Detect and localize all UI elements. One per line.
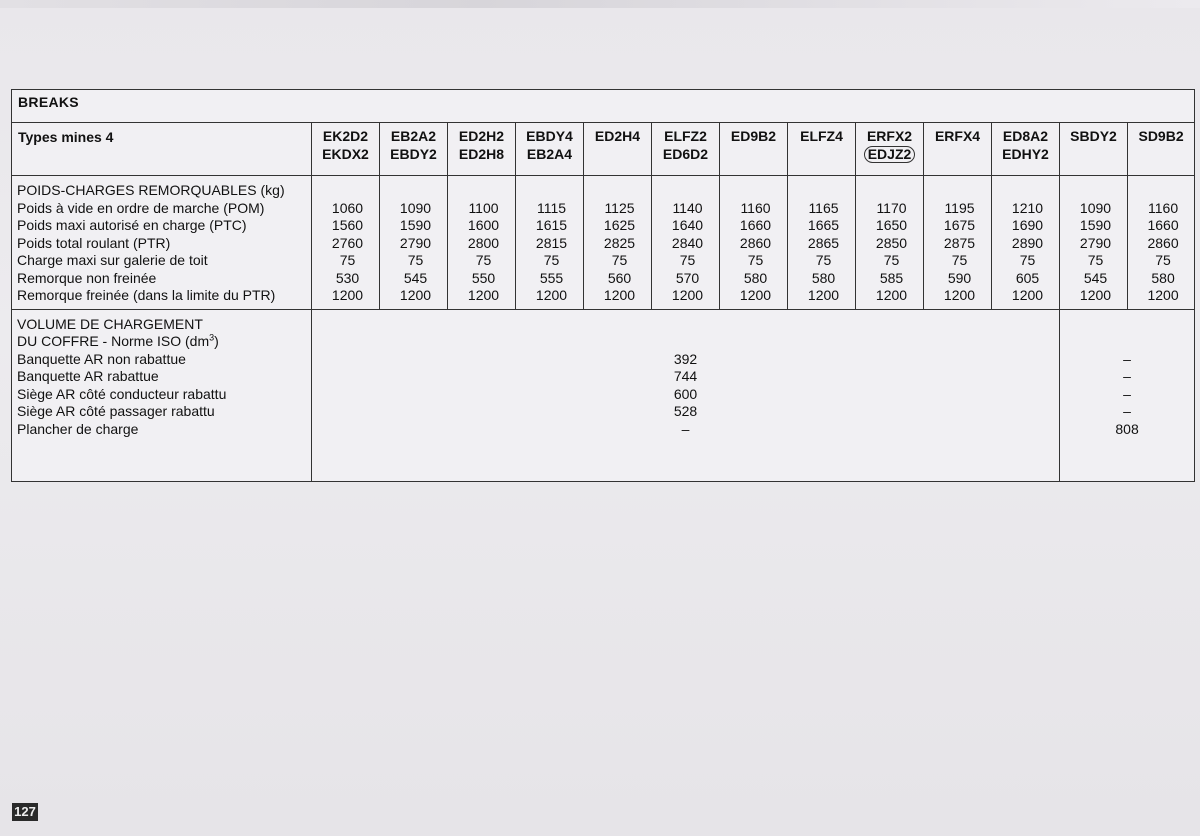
weights-heading: POIDS-CHARGES REMORQUABLES (kg) [17,182,285,198]
type-column-header: EBDY4 EB2A4 [516,123,584,176]
type-column-header: ED2H4 [584,123,652,176]
weights-values-column: 1090 1590 2790 75 545 1200 [380,176,448,310]
volume-values-sd9b2: – – – – 808 [1060,309,1195,481]
type-column-header: ERFX4 [924,123,992,176]
type-column-header: ED8A2 EDHY2 [992,123,1060,176]
weights-values-column: 1195 1675 2875 75 590 1200 [924,176,992,310]
weights-values-column: 1170 1650 2850 75 585 1200 [856,176,924,310]
type-column-header: EK2D2 EKDX2 [312,123,380,176]
page-top-edge [0,0,1200,8]
weights-values-column: 1140 1640 2840 75 570 1200 [652,176,720,310]
weights-values-column: 1090 1590 2790 75 545 1200 [1060,176,1128,310]
volume-heading: VOLUME DE CHARGEMENT [17,315,203,332]
row-label: Remorque freinée (dans la limite du PTR) [17,287,276,303]
table-title: BREAKS [12,90,1195,123]
volume-heading-norm: DU COFFRE - Norme ISO $(dm^3)$ [17,332,219,349]
volume-row [12,309,1195,481]
row-label: Banquette AR rabattue [17,368,159,384]
breaks-spec-table [11,89,1195,482]
weights-values-column: 1160 1660 2860 75 580 1200 [1128,176,1195,310]
weights-labels [12,176,312,310]
weights-values-column: 1100 1600 2800 75 550 1200 [448,176,516,310]
row-label: Siège AR côté conducteur rabattu [17,385,227,402]
row-label: Poids maxi autorisé en charge (PTC) [17,217,247,233]
type-column-header: ELFZ4 [788,123,856,176]
row-label: Siège AR côté passager rabattu [17,403,215,419]
types-header-row [12,123,1195,176]
circled-annotation: EDJZ2 [864,146,916,163]
row-label: Plancher de charge [17,420,139,437]
weights-values-column: 1210 1690 2890 75 605 1200 [992,176,1060,310]
volume-values-main: 392 744 600 528 – [312,309,1060,481]
row-label: Charge maxi sur galerie de toit [17,252,208,268]
type-column-header: EB2A2 EBDY2 [380,123,448,176]
type-column-header: ELFZ2 ED6D2 [652,123,720,176]
weights-values-column: 1160 1660 2860 75 580 1200 [720,176,788,310]
type-column-header: SD9B2 [1128,123,1195,176]
weights-values-column: 1060 1560 2760 75 530 1200 [312,176,380,310]
row-label: Poids à vide en ordre de marche (POM) [17,199,265,216]
type-column-header: ED9B2 [720,123,788,176]
weights-values-column: 1115 1615 2815 75 555 1200 [516,176,584,310]
volume-labels [12,309,312,481]
row-label: Banquette AR non rabattue [17,350,186,367]
types-label: Types mines 4 [12,123,312,176]
row-label: Remorque non freinée [17,269,157,286]
type-column-header: ED2H2 ED2H8 [448,123,516,176]
type-column-header: SBDY2 [1060,123,1128,176]
weights-values-column: 1125 1625 2825 75 560 1200 [584,176,652,310]
type-column-header: ERFX2 EDJZ2 [856,123,924,176]
row-label: Poids total roulant (PTR) [17,234,171,251]
weights-values-column: 1165 1665 2865 75 580 1200 [788,176,856,310]
page-number: 127 [12,803,38,821]
weights-row [12,176,1195,310]
